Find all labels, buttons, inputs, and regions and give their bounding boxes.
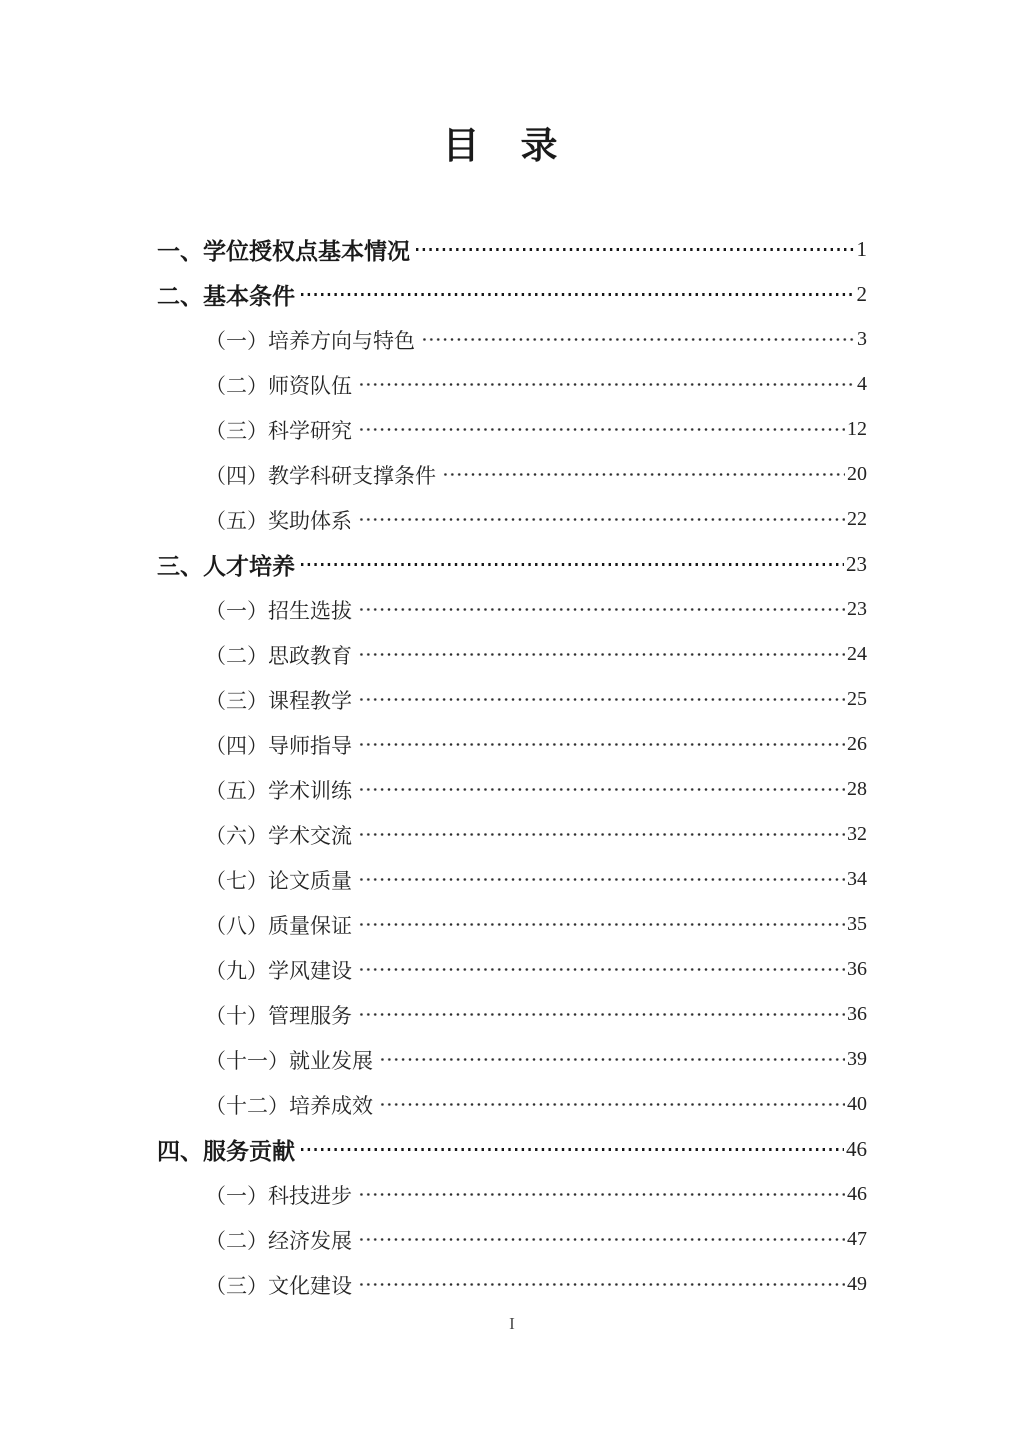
dot-leader bbox=[377, 1037, 845, 1082]
dot-leader bbox=[356, 812, 845, 857]
toc-entry bbox=[157, 1082, 867, 1127]
dot-leader bbox=[356, 857, 845, 902]
dot-leader bbox=[356, 1262, 845, 1307]
toc-entry-label: （二）经济发展 bbox=[205, 1228, 352, 1253]
toc-entry-page-number: 49 bbox=[847, 1273, 867, 1295]
toc-entry-label: （一）科技进步 bbox=[205, 1183, 352, 1208]
dot-leader bbox=[299, 272, 855, 317]
toc-entry-page-number: 35 bbox=[847, 913, 867, 935]
toc-entry-page-number: 22 bbox=[847, 508, 867, 530]
toc-entry bbox=[157, 767, 867, 812]
toc-entry-label: （四）导师指导 bbox=[205, 733, 352, 758]
toc-title: 目 录 bbox=[442, 125, 560, 166]
toc-entry bbox=[157, 317, 867, 362]
toc-entry bbox=[157, 407, 867, 452]
dot-leader bbox=[299, 542, 844, 587]
page-number-footer: I bbox=[509, 1314, 515, 1333]
toc-entry-page-number: 32 bbox=[847, 823, 867, 845]
toc-entry-label: （一）招生选拔 bbox=[205, 598, 352, 623]
toc-entry bbox=[157, 722, 867, 767]
toc-entry-label: （十一）就业发展 bbox=[205, 1048, 373, 1073]
toc-entry-page-number: 20 bbox=[847, 463, 867, 485]
toc-entry bbox=[157, 632, 867, 677]
toc-entry-page-number: 12 bbox=[847, 418, 867, 440]
toc-entry-page-number: 23 bbox=[846, 552, 867, 576]
toc-entry bbox=[157, 497, 867, 542]
toc-entry-label: 一、学位授权点基本情况 bbox=[157, 238, 410, 264]
dot-leader bbox=[440, 452, 845, 497]
toc-entry bbox=[157, 1262, 867, 1307]
toc-entry bbox=[157, 272, 867, 317]
dot-leader bbox=[414, 227, 855, 272]
toc-entry-label: （五）奖助体系 bbox=[205, 508, 352, 533]
toc-entry-label: （六）学术交流 bbox=[205, 823, 352, 848]
toc-entry bbox=[157, 227, 867, 272]
toc-entry bbox=[157, 1172, 867, 1217]
toc-entry bbox=[157, 677, 867, 722]
toc-entry-label: 四、服务贡献 bbox=[157, 1138, 295, 1164]
toc-entry bbox=[157, 452, 867, 497]
dot-leader bbox=[356, 722, 845, 767]
dot-leader bbox=[356, 587, 845, 632]
dot-leader bbox=[356, 992, 845, 1037]
toc-entry-page-number: 36 bbox=[847, 958, 867, 980]
toc-entry bbox=[157, 587, 867, 632]
toc-list bbox=[157, 227, 867, 1307]
toc-entry-label: （四）教学科研支撑条件 bbox=[205, 463, 436, 488]
toc-entry-label: （十二）培养成效 bbox=[205, 1093, 373, 1118]
toc-entry bbox=[157, 992, 867, 1037]
toc-entry-page-number: 3 bbox=[857, 328, 867, 350]
toc-entry bbox=[157, 1217, 867, 1262]
toc-entry-page-number: 28 bbox=[847, 778, 867, 800]
toc-entry bbox=[157, 1127, 867, 1172]
toc-entry-page-number: 36 bbox=[847, 1003, 867, 1025]
dot-leader bbox=[419, 317, 855, 362]
toc-entry-label: 三、人才培养 bbox=[157, 553, 295, 579]
toc-entry-label: （七）论文质量 bbox=[205, 868, 352, 893]
toc-entry-page-number: 39 bbox=[847, 1048, 867, 1070]
toc-entry-label: （九）学风建设 bbox=[205, 958, 352, 983]
toc-entry-page-number: 34 bbox=[847, 868, 867, 890]
toc-entry-page-number: 46 bbox=[846, 1137, 867, 1161]
toc-entry bbox=[157, 542, 867, 587]
dot-leader bbox=[356, 947, 845, 992]
toc-entry-label: （二）师资队伍 bbox=[205, 373, 352, 398]
toc-entry bbox=[157, 947, 867, 992]
toc-entry-page-number: 2 bbox=[856, 282, 867, 306]
toc-entry-label: 二、基本条件 bbox=[157, 283, 295, 309]
toc-entry-page-number: 47 bbox=[847, 1228, 867, 1250]
dot-leader bbox=[356, 767, 845, 812]
toc-entry-label: （一）培养方向与特色 bbox=[205, 328, 415, 353]
toc-entry-label: （五）学术训练 bbox=[205, 778, 352, 803]
toc-entry-page-number: 1 bbox=[856, 237, 867, 261]
dot-leader bbox=[356, 677, 845, 722]
dot-leader bbox=[356, 1172, 845, 1217]
dot-leader bbox=[356, 362, 855, 407]
toc-entry-page-number: 24 bbox=[847, 643, 867, 665]
toc-entry-page-number: 4 bbox=[857, 373, 867, 395]
toc-entry bbox=[157, 902, 867, 947]
toc-entry bbox=[157, 1037, 867, 1082]
toc-entry-page-number: 25 bbox=[847, 688, 867, 710]
toc-entry-page-number: 26 bbox=[847, 733, 867, 755]
toc-entry-label: （二）思政教育 bbox=[205, 643, 352, 668]
toc-entry-label: （八）质量保证 bbox=[205, 913, 352, 938]
dot-leader bbox=[356, 497, 845, 542]
dot-leader bbox=[356, 632, 845, 677]
toc-entry-label: （三）课程教学 bbox=[205, 688, 352, 713]
dot-leader bbox=[356, 407, 845, 452]
toc-entry-page-number: 23 bbox=[847, 598, 867, 620]
dot-leader bbox=[356, 902, 845, 947]
dot-leader bbox=[377, 1082, 845, 1127]
toc-entry-page-number: 40 bbox=[847, 1093, 867, 1115]
toc-entry bbox=[157, 857, 867, 902]
toc-entry bbox=[157, 812, 867, 857]
toc-entry-page-number: 46 bbox=[847, 1183, 867, 1205]
toc-entry-label: （三）科学研究 bbox=[205, 418, 352, 443]
toc-entry-label: （十）管理服务 bbox=[205, 1003, 352, 1028]
toc-entry bbox=[157, 362, 867, 407]
dot-leader bbox=[356, 1217, 845, 1262]
dot-leader bbox=[299, 1127, 844, 1172]
toc-entry-label: （三）文化建设 bbox=[205, 1273, 352, 1298]
